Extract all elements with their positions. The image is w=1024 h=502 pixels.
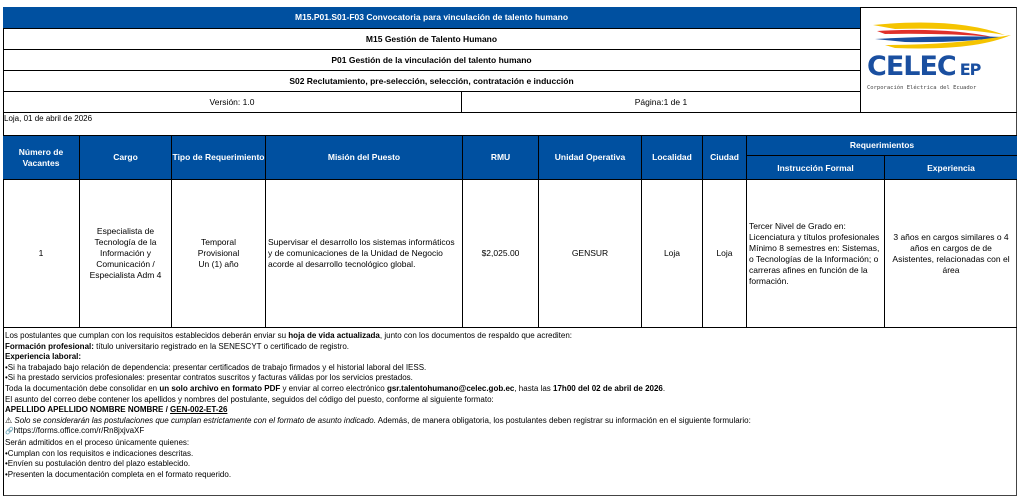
col-locality: Localidad: [641, 135, 702, 180]
cell-vacancies: 1: [38, 248, 44, 258]
notes-subject-format: APELLIDO APELLIDO NOMBRE NOMBRE / GEN-002-ET-26: [5, 405, 228, 415]
req-type-line: Un (1) año: [198, 259, 239, 269]
form-url-link[interactable]: https://forms.office.com/r/Rn8jxjvaXF: [13, 426, 145, 436]
contact-email[interactable]: gsr.talentohumano@celec.gob.ec: [386, 383, 515, 393]
form-title: M15.P01.S01-F03 Convocatoria para vinculación de talento humano: [3, 7, 860, 29]
notes-experience-dependency: •Si ha trabajado bajo relación de dependencia: presentar certificados de trabajo firmados y el historial laboral del IESS.: [5, 362, 427, 372]
req-type-line: Provisional: [197, 248, 240, 258]
req-type-line: Temporal: [201, 237, 236, 247]
col-requirements: Requerimientos: [746, 135, 1017, 156]
notes-admission-item: •Envíen su postulación dentro del plazo establecido.: [5, 459, 191, 469]
warning-icon: ⚠: [5, 415, 13, 425]
notes-form-link[interactable]: [5, 426, 1015, 438]
notes-subject-instructions: El asunto del correo debe contener los apellidos y nombres del postulante, seguidos del código del puesto, conforme al siguiente formato:: [5, 394, 494, 404]
cell-position: Especialista de Tecnología de la Información y Comunicación / Especialista Adm 4: [79, 180, 171, 327]
col-city: Ciudad: [702, 135, 746, 180]
cell-mission: Supervisar el desarrollo los sistemas informáticos y de comunicaciones de la Unidad de Negocio acorde al desarrollo tecnológico global.: [265, 180, 462, 327]
notes-submission: Toda la documentación debe consolidar en un solo archivo en formato PDF y enviar al correo electrónico gsr.talentohumano@celec.gob.ec, hasta las 17h00 del 02 de abril de 2026.: [5, 383, 666, 393]
cell-req-type: [171, 180, 265, 327]
notes-admission-item: •Cumplan con los requisitos e indicaciones descritas.: [5, 448, 194, 458]
notes-education: Formación profesional: título universitario registrado en la SENESCYT o certificado de registro.: [5, 341, 349, 351]
table-row: [3, 180, 1017, 328]
date-line: Loja, 01 de abril de 2026: [4, 114, 93, 123]
cell-unit: GENSUR: [538, 180, 641, 327]
cell-experience: 3 años en cargos similares o 4 años en cargos de de Asistentes, relacionadas con el área: [884, 180, 1017, 327]
col-unit: Unidad Operativa: [538, 135, 641, 180]
notes-experience-title: Experiencia laboral:: [5, 352, 82, 362]
notes-admission-title: Serán admitidos en el proceso únicamente quienes:: [5, 437, 190, 447]
page-label: Página:1 de 1: [462, 92, 860, 113]
col-education: Instrucción Formal: [746, 156, 884, 180]
logo-cell: [860, 7, 1017, 113]
col-experience: Experiencia: [884, 156, 1017, 180]
col-vacancies: Número de Vacantes: [18, 146, 64, 168]
celec-logo-swoosh-icon: [865, 15, 1015, 51]
col-rmu: RMU: [462, 135, 538, 180]
logo-brand: CELEC EP: [867, 51, 981, 82]
instructions-block: [3, 329, 1017, 495]
col-mission: Misión del Puesto: [265, 135, 462, 180]
cell-locality: Loja: [641, 180, 702, 327]
macroprocess-title: M15 Gestión de Talento Humano: [3, 29, 860, 50]
cell-city: Loja: [702, 180, 746, 327]
notes-experience-services: •Si ha prestado servicios profesionales: presentar contratos suscritos y facturas válidas por los servicios prestados.: [5, 373, 413, 383]
process-title: P01 Gestión de la vinculación del talento humano: [3, 50, 860, 71]
version-label: Versión: 1.0: [3, 92, 462, 113]
notes-warning: ⚠ Solo se considerarán las postulaciones que cumplan estrictamente con el formato de asunto indicado. Además, de manera obligatoria, los postulantes deben registrar su información en el siguiente formulario:: [5, 415, 751, 425]
notes-admission-item: •Presenten la documentación completa en el formato requerido.: [5, 469, 232, 479]
col-position: Cargo: [79, 135, 171, 180]
col-req-type: Tipo de Requerimiento: [171, 135, 265, 180]
position-code: GEN-002-ET-26: [170, 405, 228, 415]
logo-tagline: Corporación Eléctrica del Ecuador: [867, 85, 977, 91]
link-icon: 🔗: [5, 428, 14, 436]
cell-rmu: $2,025.00: [462, 180, 538, 327]
subprocess-title: S02 Reclutamiento, pre-selección, selección, contratación e inducción: [3, 71, 860, 92]
cell-education: Tercer Nivel de Grado en: Licenciatura y títulos profesionales Mínimo 8 semestres en: Sistemas, o Tecnologías de la Información; o carreras afines en función de la formación.: [746, 180, 884, 327]
notes-intro: Los postulantes que cumplan con los requisitos establecidos deberán enviar su hoja de vida actualizada, junto con los documentos de respaldo que acrediten:: [5, 331, 573, 340]
